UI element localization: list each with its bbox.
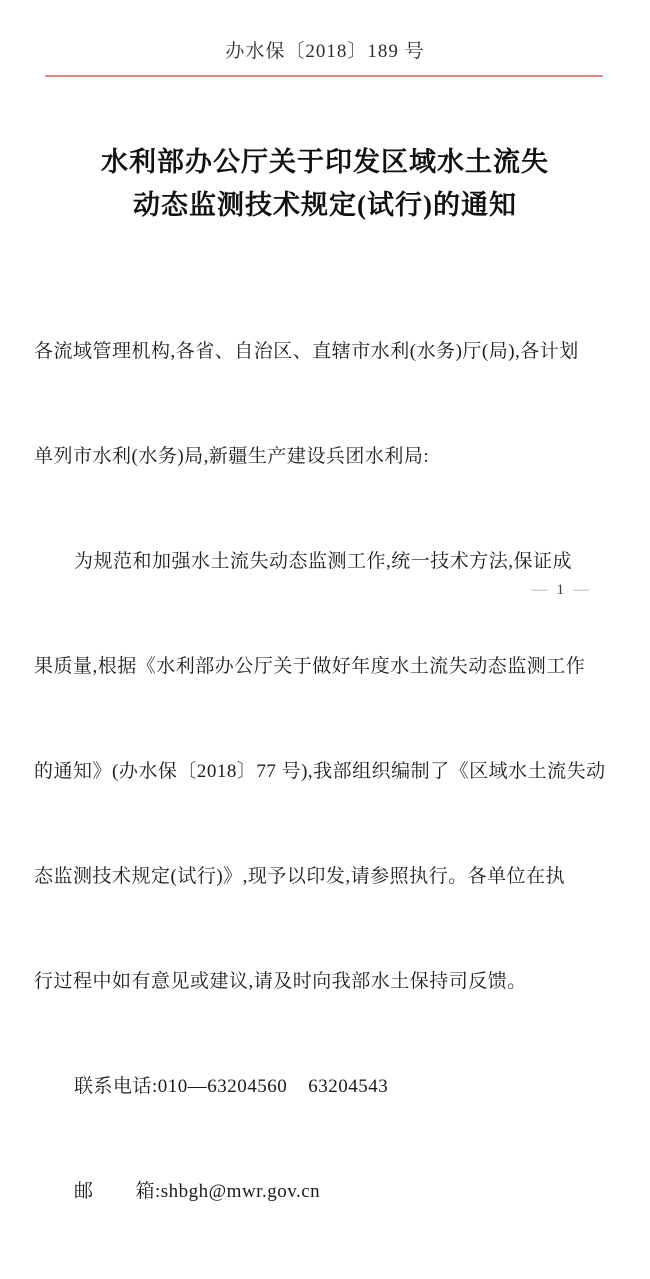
body-line-3: 的通知》(办水保〔2018〕77 号),我部组织编制了《区域水土流失动 xyxy=(34,761,606,782)
body-line-5: 行过程中如有意见或建议,请及时向我部水土保持司反馈。 xyxy=(34,971,527,992)
salutation-line-2: 单列市水利(水务)局,新疆生产建设兵团水利局: xyxy=(34,446,430,467)
page-number xyxy=(532,581,590,599)
page-number-right-dash: — xyxy=(573,581,589,598)
contact-phone-line xyxy=(34,1069,614,1104)
doc-title xyxy=(0,141,650,227)
contact-email-label xyxy=(74,1174,155,1209)
salutation-line-1: 各流域管理机构,各省、自治区、直辖市水利(水务)厅(局),各计划 xyxy=(34,341,579,362)
page-number-value: 1 xyxy=(556,581,564,598)
contact-email-line xyxy=(34,1174,614,1209)
doc-title-line-1: 水利部办公厅关于印发区域水土流失 xyxy=(101,147,549,177)
doc-body xyxy=(34,264,614,1279)
contact-email-label-char-2: 箱 xyxy=(135,1181,155,1202)
contact-phone-text: 联系电话:010—63204560 63204543 xyxy=(74,1076,389,1097)
doc-title-line-2: 动态监测技术规定(试行)的通知 xyxy=(133,190,517,220)
contact-email-value: :shbgh@mwr.gov.cn xyxy=(155,1181,321,1202)
contact-email-label-char-1: 邮 xyxy=(74,1181,94,1202)
doc-number: 办水保〔2018〕189 号 xyxy=(225,41,425,62)
body-line-4: 态监测技术规定(试行)》,现予以印发,请参照执行。各单位在执 xyxy=(34,866,566,887)
body-line-1: 为规范和加强水土流失动态监测工作,统一技术方法,保证成 xyxy=(74,551,573,572)
red-divider-line xyxy=(45,75,603,77)
page-number-left-dash: — xyxy=(531,581,548,598)
body-line-2: 果质量,根据《水利部办公厅关于做好年度水土流失动态监测工作 xyxy=(34,656,586,677)
